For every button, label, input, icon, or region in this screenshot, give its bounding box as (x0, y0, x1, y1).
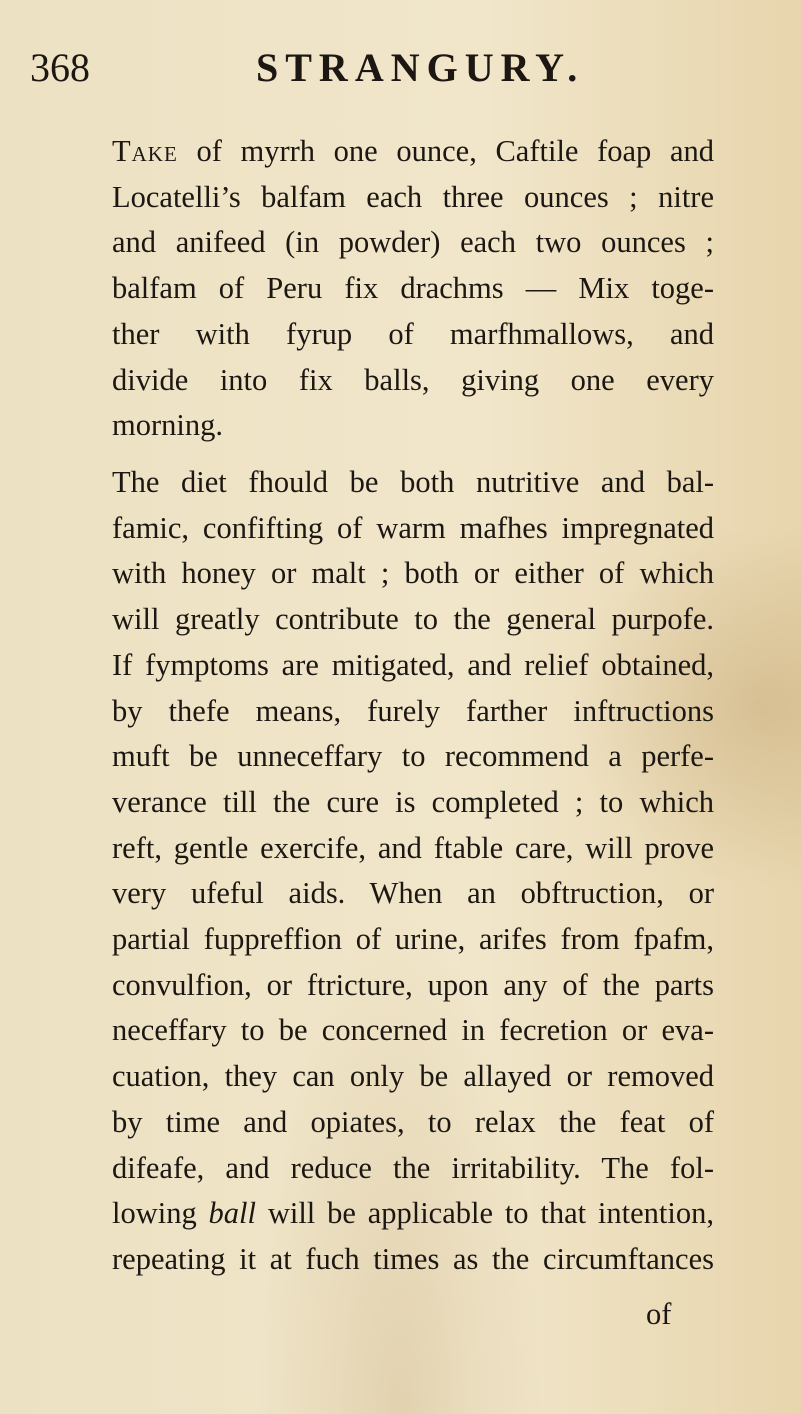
italic-word: ball (208, 1196, 256, 1231)
text-line: by time and opiates, to relax the feat of (112, 1104, 714, 1139)
text-line: verance till the cure is completed ; to which (112, 784, 714, 819)
text-line (112, 129, 714, 175)
text-line: balfam of Peru fix drachms — Mix toge- (112, 271, 714, 306)
text-line: The diet fhould be both nutritive and bal- (112, 465, 714, 499)
text-line-start: lowing (112, 1196, 209, 1231)
text-line: Locatelli’s balfam each three ounces ; nitre (112, 179, 714, 214)
text-line: partial fuppreffion of urine, arifes from fpafm, (112, 922, 714, 957)
lead-word: Take (112, 134, 178, 168)
text-line: repeating it at fuch times as the circumftances (112, 1241, 714, 1276)
text-line-end: will be applicable to that intention, (256, 1196, 714, 1231)
running-title: STRANGURY. (256, 45, 585, 90)
text-line: by thefe means, furely farther inftructions (112, 693, 714, 728)
text-line: with honey or malt ; both or either of which (112, 556, 714, 591)
text-line (112, 1191, 714, 1237)
text-line: and anifeed (in powder) each two ounces ; (112, 225, 714, 260)
text-line: muft be unneceffary to recommend a perfe- (112, 739, 714, 774)
paragraph-diet (112, 460, 714, 1283)
text-line: If fymptoms are mitigated, and relief obtained, (112, 647, 714, 682)
text-line: very ufeful aids. When an obftruction, or (112, 876, 714, 911)
text-line: ther with fyrup of marfhmallows, and (112, 316, 714, 351)
text-line: reft, gentle exercife, and ftable care, will prove (112, 830, 714, 865)
text-line: convulfion, or ftricture, upon any of the parts (112, 967, 714, 1002)
page-number: 368 (30, 45, 90, 90)
text-line: morning. (112, 408, 223, 443)
text-line: divide into fix balls, giving one every (112, 362, 714, 397)
text-line-rest: of myrrh one ounce, Caftile foap and (177, 134, 714, 168)
text-line: famic, confifting of warm mafhes impregnated (112, 510, 714, 545)
catchword: of (646, 1297, 672, 1331)
text-line: neceffary to be concerned in fecretion or eva- (112, 1013, 714, 1048)
paragraph-recipe (112, 129, 714, 449)
running-head (30, 44, 750, 92)
text-line: cuation, they can only be allayed or removed (112, 1059, 714, 1094)
text-line: will greatly contribute to the general purpofe. (112, 602, 714, 637)
text-line: difeafe, and reduce the irritability. The fol- (112, 1150, 714, 1185)
